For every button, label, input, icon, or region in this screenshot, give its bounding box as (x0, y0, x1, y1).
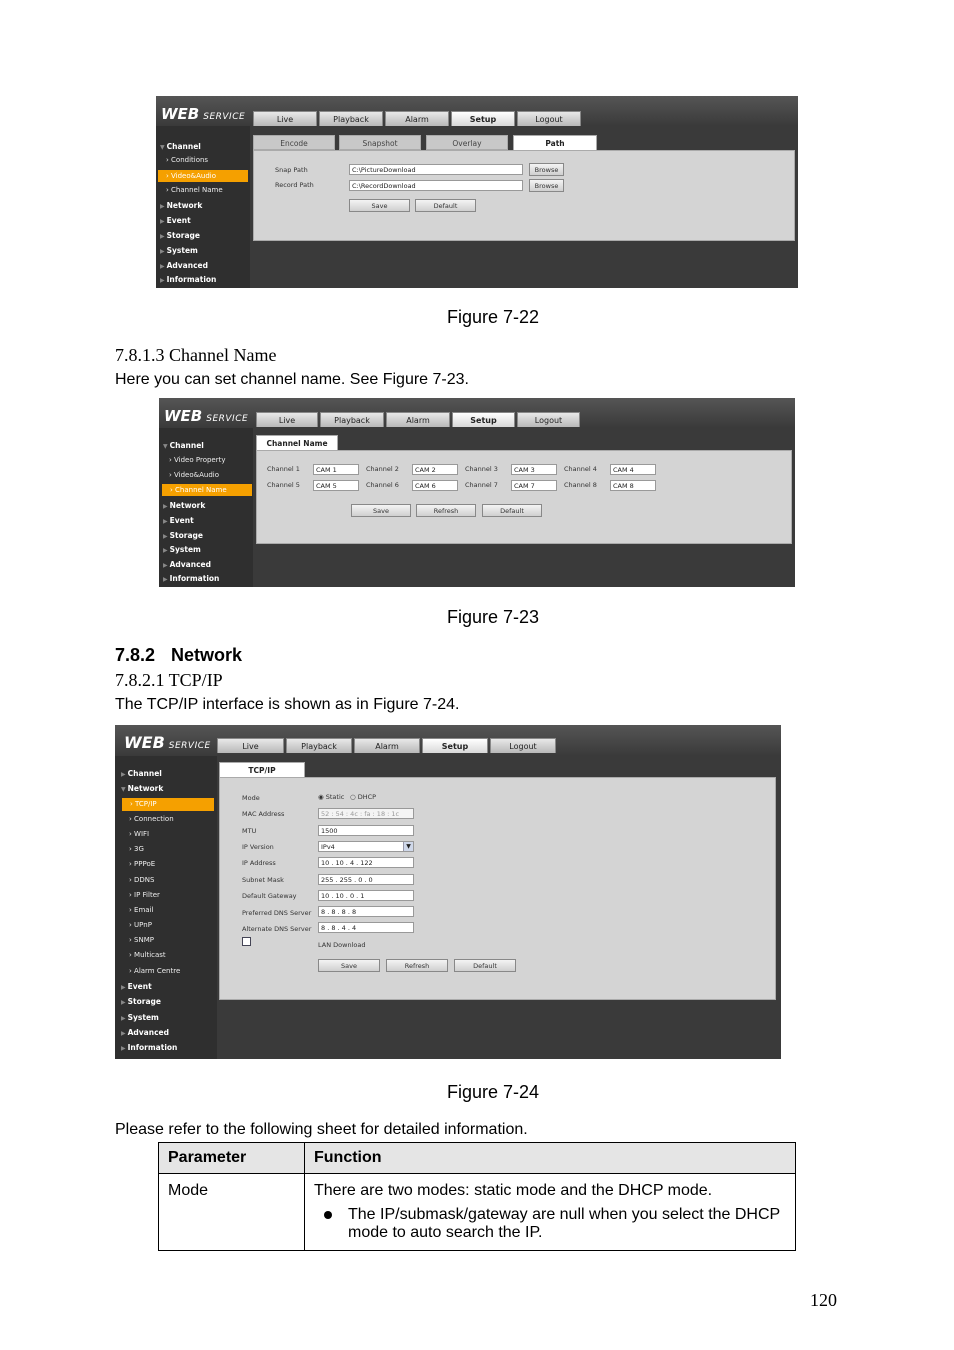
channel-name-input[interactable]: CAM 7 (511, 480, 557, 491)
subsection-heading: 7.8.2.1 TCP/IP (115, 670, 223, 690)
sidebar-item-upnp[interactable]: › UPnP (129, 921, 152, 929)
logo: WEB SERVICE (164, 407, 249, 425)
chevron-down-icon: ▼ (403, 842, 413, 851)
sidebar-item-video-audio[interactable]: › Video&Audio (169, 471, 219, 479)
sidebar-item-system[interactable]: ▶ System (160, 246, 198, 255)
record-path-input[interactable]: C:\RecordDownload (349, 180, 523, 191)
channel-name-input[interactable]: CAM 4 (610, 464, 656, 475)
section-heading: 7.8.1.3 Channel Name (115, 345, 277, 365)
refresh-button[interactable]: Refresh (386, 959, 448, 972)
tab-live[interactable]: Live (256, 412, 318, 427)
subnet-mask-input[interactable]: 255 . 255 . 0 . 0 (318, 874, 414, 885)
tab-playback[interactable]: Playback (319, 111, 383, 126)
channel-name-input[interactable]: CAM 6 (412, 480, 458, 491)
sidebar-item-system[interactable]: ▶ System (121, 1013, 159, 1022)
ip-version-label: IP Version (242, 843, 274, 851)
sidebar-item-storage[interactable]: ▶ Storage (121, 997, 161, 1006)
column-header: Parameter (159, 1143, 305, 1174)
save-button[interactable]: Save (318, 959, 380, 972)
tab-playback[interactable]: Playback (286, 738, 352, 753)
alternate-dns-input[interactable]: 8 . 8 . 4 . 4 (318, 922, 414, 933)
channel-label: Channel 1 (267, 465, 300, 473)
sidebar-item-system[interactable]: ▶ System (163, 545, 201, 554)
lan-download-checkbox[interactable] (242, 937, 251, 946)
mtu-input[interactable]: 1500 (318, 825, 414, 836)
sidebar-item-advanced[interactable]: ▶ Advanced (163, 560, 211, 569)
channel-name-input[interactable]: CAM 3 (511, 464, 557, 475)
ip-version-select[interactable]: IPv4 ▼ (318, 841, 414, 852)
sidebar-item-ddns[interactable]: › DDNS (129, 876, 155, 884)
sidebar-item-channel[interactable]: ▼ Channel (160, 142, 201, 151)
tab-logout[interactable]: Logout (490, 738, 556, 753)
default-gateway-label: Default Gateway (242, 892, 297, 900)
sidebar-item-video-property[interactable]: › Video Property (169, 456, 226, 464)
channel-label: Channel 6 (366, 481, 399, 489)
preferred-dns-input[interactable]: 8 . 8 . 8 . 8 (318, 906, 414, 917)
sidebar-item-channel[interactable]: ▼ Channel (163, 441, 204, 450)
bullet-item: The IP/submask/gateway are null when you select the DHCP mode to auto search the IP. (348, 1206, 786, 1242)
figure-7-22-screenshot (156, 96, 798, 288)
sidebar-item-advanced[interactable]: ▶ Advanced (160, 261, 208, 270)
preferred-dns-label: Preferred DNS Server (242, 909, 312, 917)
tab-live[interactable]: Live (253, 111, 317, 126)
sidebar-item-event[interactable]: ▶ Event (160, 216, 191, 225)
paragraph: The TCP/IP interface is shown as in Figure 7-24. (115, 696, 460, 713)
table-cell (305, 1174, 796, 1251)
sidebar-item-3g[interactable]: › 3G (129, 845, 144, 853)
column-header: Function (305, 1143, 796, 1174)
subtab-path[interactable]: Path (513, 135, 597, 150)
sidebar-item-snmp[interactable]: › SNMP (129, 936, 154, 944)
channel-label: Channel 2 (366, 465, 399, 473)
logo: WEB SERVICE (161, 105, 246, 123)
default-button[interactable]: Default (454, 959, 516, 972)
channel-label: Channel 8 (564, 481, 597, 489)
mode-dhcp-radio[interactable]: ○ DHCP (350, 793, 377, 801)
table-cell: Mode (159, 1174, 305, 1251)
tab-setup[interactable]: Setup (452, 412, 515, 427)
channel-label: Channel 4 (564, 465, 597, 473)
sidebar-item-event[interactable]: ▶ Event (163, 516, 194, 525)
channel-label: Channel 3 (465, 465, 498, 473)
sidebar-item-wifi[interactable]: › WIFI (129, 830, 150, 838)
figure-caption: Figure 7-22 (446, 307, 540, 327)
snap-path-label: Snap Path (275, 166, 308, 174)
figure-caption: Figure 7-24 (446, 1082, 540, 1102)
tab-setup[interactable]: Setup (422, 738, 488, 753)
mac-address-label: MAC Address (242, 810, 285, 818)
sidebar-item-email[interactable]: › Email (129, 906, 154, 914)
sidebar-item-connection[interactable]: › Connection (129, 815, 174, 823)
mode-static-radio[interactable]: ◉ Static (318, 793, 345, 801)
channel-name-input[interactable]: CAM 2 (412, 464, 458, 475)
logo: WEB SERVICE (124, 733, 211, 752)
sidebar-item-information[interactable]: ▶ Information (163, 574, 220, 583)
path-panel (253, 150, 795, 241)
bullet-list (314, 1206, 786, 1242)
sidebar-item-event[interactable]: ▶ Event (121, 982, 152, 991)
snap-browse-button[interactable]: Browse (529, 163, 564, 176)
ip-address-label: IP Address (242, 859, 276, 867)
mode-label: Mode (242, 794, 260, 802)
default-button[interactable]: Default (415, 199, 476, 212)
parameter-table (158, 1142, 796, 1251)
sidebar-item-video-audio[interactable]: › Video&Audio (158, 170, 248, 182)
channel-name-input[interactable]: CAM 5 (313, 480, 359, 491)
sidebar-item-advanced[interactable]: ▶ Advanced (121, 1028, 169, 1037)
tab-alarm[interactable]: Alarm (354, 738, 420, 753)
save-button[interactable]: Save (351, 504, 411, 517)
tab-live[interactable]: Live (217, 738, 284, 753)
figure-caption: Figure 7-23 (446, 607, 540, 627)
tab-setup[interactable]: Setup (451, 111, 515, 126)
table-row (159, 1174, 796, 1251)
sidebar-item-channel-name[interactable]: › Channel Name (166, 186, 223, 194)
tab-logout[interactable]: Logout (517, 412, 580, 427)
sidebar-item-pppoe[interactable]: › PPPoE (129, 860, 156, 868)
save-button[interactable]: Save (349, 199, 410, 212)
sidebar-item-channel[interactable]: ▶ Channel (121, 769, 162, 778)
ip-address-input[interactable]: 10 . 10 . 4 . 122 (318, 857, 414, 868)
paragraph: Please refer to the following sheet for detailed information. (115, 1121, 528, 1138)
tab-alarm[interactable]: Alarm (385, 111, 449, 126)
default-button[interactable]: Default (482, 504, 542, 517)
record-path-label: Record Path (275, 181, 314, 189)
default-gateway-input[interactable]: 10 . 10 . 0 . 1 (318, 890, 414, 901)
sidebar-item-tcpip[interactable]: › TCP/IP (122, 798, 214, 811)
lan-download-label: LAN Download (318, 941, 366, 949)
paragraph: Here you can set channel name. See Figure 7-23. (115, 371, 469, 388)
sidebar-item-storage[interactable]: ▶ Storage (163, 531, 203, 540)
alternate-dns-label: Alternate DNS Server (242, 925, 312, 933)
sidebar-item-multicast[interactable]: › Multicast (129, 951, 166, 959)
refresh-button[interactable]: Refresh (416, 504, 476, 517)
sidebar-item-alarm-centre[interactable]: › Alarm Centre (129, 967, 181, 975)
figure-7-23-screenshot (159, 398, 795, 587)
function-text: There are two modes: static mode and the DHCP mode. (314, 1182, 713, 1199)
tab-logout[interactable]: Logout (517, 111, 581, 126)
sidebar-item-network[interactable]: ▶ Network (163, 501, 206, 510)
channel-name-input[interactable]: CAM 1 (313, 464, 359, 475)
sidebar-item-storage[interactable]: ▶ Storage (160, 231, 200, 240)
sidebar-item-information[interactable]: ▶ Information (121, 1043, 178, 1052)
tab-playback[interactable]: Playback (320, 412, 384, 427)
sidebar-item-channel-name[interactable]: › Channel Name (162, 484, 252, 496)
subtab-snapshot[interactable]: Snapshot (339, 135, 421, 150)
mtu-label: MTU (242, 827, 257, 835)
snap-path-input[interactable]: C:\PictureDownload (349, 164, 523, 175)
mac-address-input: 52 : 54 : 4c : fa : 18 : 1c (318, 808, 414, 819)
figure-7-24-screenshot (115, 725, 781, 1059)
section-heading: 7.8.2 Network (115, 645, 243, 665)
sidebar-item-ip-filter[interactable]: › IP Filter (129, 891, 160, 899)
channel-name-input[interactable]: CAM 8 (610, 480, 656, 491)
channel-label: Channel 5 (267, 481, 300, 489)
subtab-encode[interactable]: Encode (253, 135, 335, 150)
page-number: 120 (810, 1290, 837, 1310)
sidebar-item-conditions[interactable]: › Conditions (166, 156, 209, 164)
sidebar-item-network[interactable]: ▼ Network (121, 784, 164, 793)
table-header-row (159, 1143, 796, 1174)
channel-label: Channel 7 (465, 481, 498, 489)
subnet-mask-label: Subnet Mask (242, 876, 284, 884)
expanded-triangle-icon: ▼ (160, 144, 165, 151)
sidebar-item-information[interactable]: ▶ Information (160, 275, 217, 284)
record-browse-button[interactable]: Browse (529, 179, 564, 192)
subtab-channel-name[interactable]: Channel Name (256, 435, 338, 450)
sidebar-item-network[interactable]: ▶ Network (160, 201, 203, 210)
tab-alarm[interactable]: Alarm (386, 412, 450, 427)
subtab-overlay[interactable]: Overlay (426, 135, 508, 150)
subtab-tcpip[interactable]: TCP/IP (219, 762, 305, 777)
